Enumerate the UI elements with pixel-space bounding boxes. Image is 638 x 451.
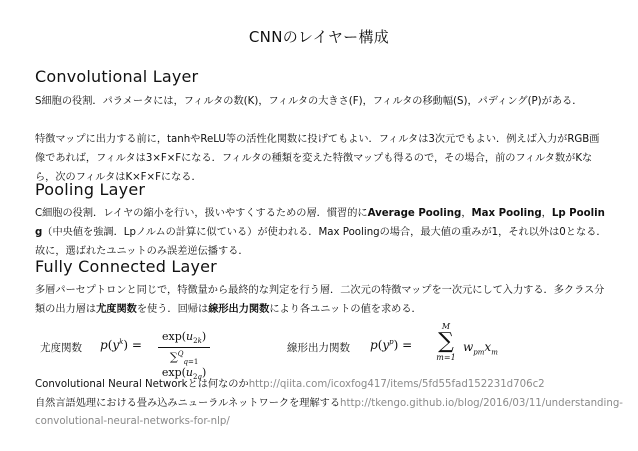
fc-bold-likelihood: 尤度関数 [96,304,137,315]
reference-2-link[interactable]: http://tkengo.github.io/blog/2016/03/11/understanding-convolutional-neural-networks-for-nlp/ [35,397,623,427]
conv-paragraph-2: 特徴マップに出力する前に，tanhやReLU等の活性化関数に投げてもよい．フィルタは3次元でもよい．例えば入力がRGB画像であれば，フィルタは3×F×Fになる．フィルタの種類を変えた特徴マップも得るので，その場合，前のフィルタ数がKなら，次のフィルタはK×F×Fになる． [35,134,600,183]
pool-text-2: ， [461,208,472,219]
reference-1-link[interactable]: http://qiita.com/icoxfog417/items/5fd55fad152231d706c2 [248,379,545,390]
pool-text-1: C細胞の役割．レイヤの縮小を行い，扱いやすくするための層．慣習的に [35,208,368,219]
pool-text-4: （中央値を強調．Lpノルムの計算に似ている）が使われる．Max Poolingの場合，最大値の重みが1，それ以外は0となる．故に，選ばれたユニットのみ誤差逆伝播する． [35,227,607,257]
likelihood-formula [100,330,207,382]
pool-bold-lp: Lp Pooling [35,208,605,238]
fc-text-1: 多層パーセプトロンと同じで，特徴量から最終的な判定を行う層．二次元の特徴マップを一次元にして入力する．多クラス分類の出力層は [35,285,605,315]
reference-2 [35,395,625,432]
linear-summand: $w_{pm}x_m$ [463,340,498,357]
reference-1 [35,376,625,395]
sigma-icon: ∑ [438,329,454,354]
likelihood-lhs: $p(y^k)$ = [100,338,142,352]
fc-paragraph [35,281,607,319]
likelihood-denominator: ∑$^Q_{q=1}$ $\exp(u_{2q})$ [161,350,207,382]
linear-lhs: $p(y^p)$ = [370,338,413,352]
likelihood-numerator: $\exp(u_{2k})$ [162,330,207,346]
pool-heading: Pooling Layer [35,180,146,199]
sum-upper: M [441,322,451,331]
reference-1-text: Convolutional Neural Networkとは何なのか [35,379,249,390]
likelihood-fraction [158,330,210,381]
linear-formula [370,338,412,352]
fc-text-3: により各ユニットの値を求める． [269,304,422,315]
fc-text-2: を使う．回帰は [136,304,209,315]
conv-heading: Convolutional Layer [35,67,199,86]
pool-paragraph [35,204,607,261]
sum-operator [433,322,459,362]
pool-text-3: ， [541,208,552,219]
references [35,376,625,432]
slide-title: CNNのレイヤー構成 [248,28,390,46]
likelihood-label: 尤度関数 [40,342,82,354]
formula-row [35,322,615,382]
sum-lower: m=1 [436,353,456,362]
fc-heading: Fully Connected Layer [35,257,217,276]
conv-paragraph-1: S細胞の役割．パラメータには，フィルタの数(K)，フィルタの大きさ(F)，フィルタの移動幅(S)，パディング(P)がある． [35,96,583,107]
fc-bold-linear: 線形出力関数 [208,304,270,315]
pool-bold-max: Max Pooling [471,208,542,219]
pool-bold-average: Average Pooling [367,208,462,219]
reference-2-text: 自然言語処理における畳み込みニューラルネットワークを理解する [35,397,341,409]
linear-label: 線形出力関数 [287,342,350,354]
